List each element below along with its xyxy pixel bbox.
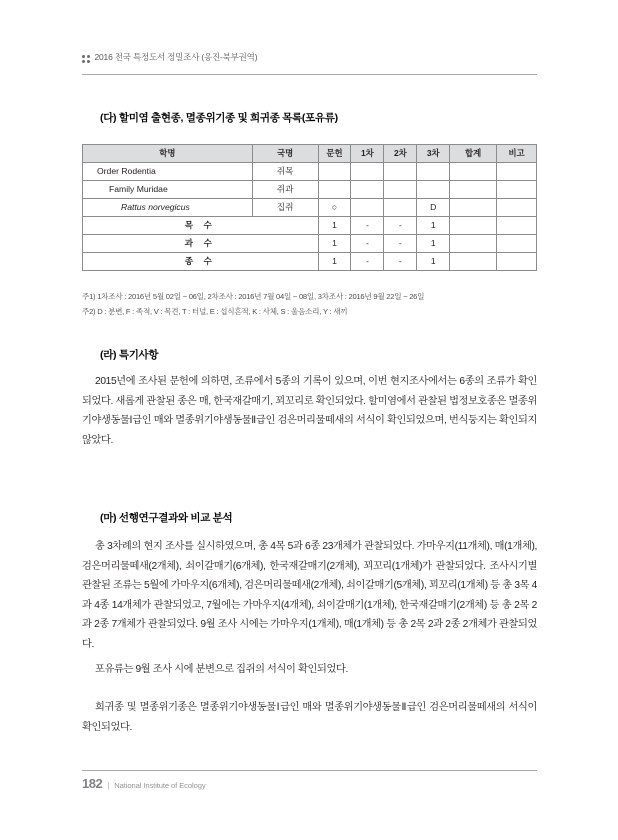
summary-remark — [497, 253, 537, 271]
cell-total — [450, 163, 497, 181]
table-summary-row — [83, 217, 537, 235]
summary-total — [450, 217, 497, 235]
header-title: 2016 전국 특정도서 정밀조사 (옹진-북부권역) — [94, 52, 258, 62]
paragraph-mammals: 포유류는 9월 조사 시에 분변으로 집쥐의 서식이 확인되었다. — [95, 664, 348, 675]
cell-total — [450, 199, 497, 217]
cell-literature: ○ — [318, 199, 351, 217]
cell-remark — [497, 163, 537, 181]
summary-remark — [497, 217, 537, 235]
running-header — [82, 52, 537, 75]
summary-label-family: 과 수 — [83, 235, 319, 253]
section-heading-da: (다) 할미염 출현종, 멸종위기종 및 희귀종 목록(포유류) — [100, 112, 338, 124]
cell-literature — [318, 181, 351, 199]
col-scientific-name: 학명 — [83, 145, 253, 163]
cell-survey-1 — [351, 181, 384, 199]
summary-survey-3: 1 — [417, 235, 450, 253]
table-row — [83, 199, 537, 217]
cell-korean-name: 집쥐 — [252, 199, 318, 217]
col-survey-1: 1차 — [351, 145, 384, 163]
cell-survey-3 — [417, 181, 450, 199]
summary-survey-2: - — [384, 253, 417, 271]
summary-survey-2: - — [384, 217, 417, 235]
cell-survey-1 — [351, 163, 384, 181]
page-number: 182 — [82, 776, 103, 791]
summary-remark — [497, 235, 537, 253]
table-summary-row — [83, 253, 537, 271]
cell-remark — [497, 199, 537, 217]
cell-scientific-name: Family Muridae — [83, 181, 253, 199]
summary-label-order: 목 수 — [83, 217, 319, 235]
section-heading-ma: (마) 선행연구결과와 비교 분석 — [100, 512, 233, 524]
page-footer — [82, 770, 537, 791]
cell-survey-2 — [384, 199, 417, 217]
summary-label-species: 종 수 — [83, 253, 319, 271]
footer-separator: | — [107, 781, 110, 790]
summary-total — [450, 235, 497, 253]
cell-survey-2 — [384, 181, 417, 199]
dots-decoration-icon — [82, 55, 90, 63]
cell-survey-1 — [351, 199, 384, 217]
cell-survey-2 — [384, 163, 417, 181]
summary-survey-1: - — [351, 235, 384, 253]
col-remark: 비고 — [497, 145, 537, 163]
summary-survey-1: - — [351, 253, 384, 271]
species-table — [82, 144, 537, 271]
summary-literature: 1 — [318, 217, 351, 235]
col-survey-2: 2차 — [384, 145, 417, 163]
table-summary-row — [83, 235, 537, 253]
cell-survey-3: D — [417, 199, 450, 217]
table-header-row — [83, 145, 537, 163]
footer-organization: National Institute of Ecology — [114, 781, 206, 790]
table-footnote-1: 주1) 1차조사 : 2016년 5월 02일 ~ 06일, 2차조사 : 2016년 7월 04일 ~ 08일, 3차조사 : 2016년 9월 22일 ~ 26일 — [82, 292, 425, 301]
table-row — [83, 163, 537, 181]
cell-korean-name: 쥐과 — [252, 181, 318, 199]
col-korean-name: 국명 — [252, 145, 318, 163]
cell-literature — [318, 163, 351, 181]
cell-scientific-name: Rattus norvegicus — [83, 199, 253, 217]
summary-survey-3: 1 — [417, 217, 450, 235]
table-row — [83, 181, 537, 199]
table-footnote-2: 주2) D : 분변, F : 족적, V : 목견, T : 터널, E : 섭식흔적, K : 사체, S : 울음소리, Y : 새끼 — [82, 307, 348, 316]
cell-total — [450, 181, 497, 199]
paragraph-comparison: 총 3차례의 현지 조사를 실시하였으며, 총 4목 5과 6종 23개체가 관찰되었다. 가마우지(11개체), 매(1개체), 검은머리물떼새(2개체), 쇠이갈매기(6개체), 한국재갈매기(2개체), 꾀꼬리(1개체)가 관찰되었다. 조사시기별 관찰된 조류는 5월에 가마우지(6개체), 검은머리물떼새(2개체), 쇠이갈매기(5개체), 꾀꼬리(1개체) 등 총 3목 4과 4종 14개체가 관찰되었고, 7월에는 가마우지(4개체), 쇠이갈매기(1개체), 한국재갈매기(2개체) 등 총 2목 2과 2종 7개체가 관찰되었다. 9월 조사 시에는 가마우지(1개체), 매(1개체) 등 총 2목 2과 2종 2개체가 관찰되었다. — [82, 541, 537, 650]
summary-survey-1: - — [351, 217, 384, 235]
paragraph-special-notes: 2015년에 조사된 문헌에 의하면, 조류에서 5종의 기록이 있으며, 이번 현지조사에서는 6종의 조류가 확인되었다. 새롭게 관찰된 종은 매, 한국재갈매기, 꾀꼬리로 확인되었다. 할미염에서 관찰된 법정보호종은 멸종위기야생동물Ⅰ급인 매와 멸종위기야생동물Ⅱ급인 검은머리물떼새의 서식이 확인되었으며, 번식둥지는 확인되지 않았다. — [82, 376, 537, 446]
col-total: 합계 — [450, 145, 497, 163]
summary-survey-3: 1 — [417, 253, 450, 271]
summary-survey-2: - — [384, 235, 417, 253]
summary-total — [450, 253, 497, 271]
summary-literature: 1 — [318, 235, 351, 253]
col-literature: 문헌 — [318, 145, 351, 163]
paragraph-endangered: 희귀종 및 멸종위기종은 멸종위기야생동물Ⅰ급인 매와 멸종위기야생동물Ⅱ급인 검은머리물떼새의 서식이 확인되었다. — [82, 702, 537, 733]
col-survey-3: 3차 — [417, 145, 450, 163]
summary-literature: 1 — [318, 253, 351, 271]
cell-survey-3 — [417, 163, 450, 181]
section-heading-ra: (라) 특기사항 — [100, 349, 159, 361]
cell-scientific-name: Order Rodentia — [83, 163, 253, 181]
cell-korean-name: 쥐목 — [252, 163, 318, 181]
cell-remark — [497, 181, 537, 199]
